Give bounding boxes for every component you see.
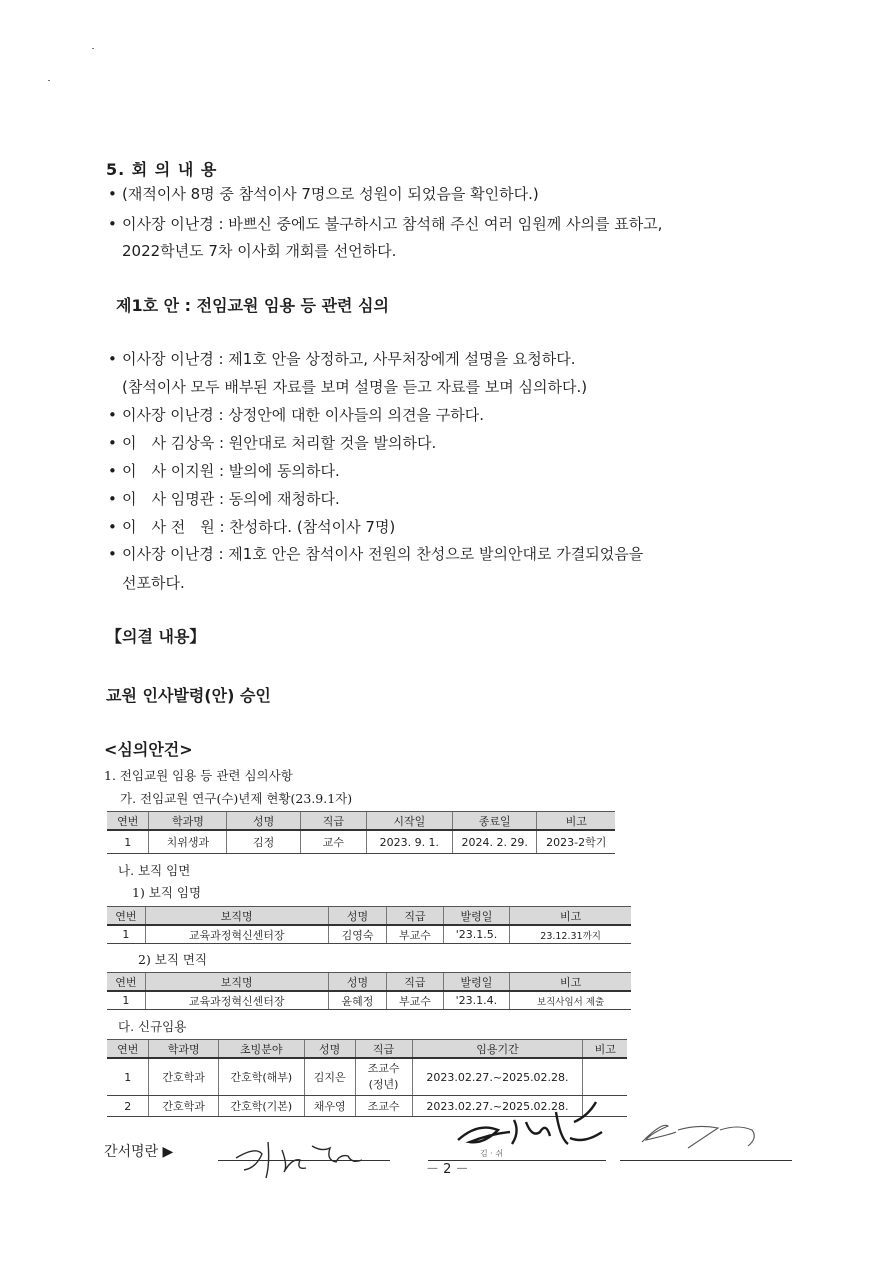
minutes-line: • 이사장 이난경 : 제1호 안은 참석이사 전원의 찬성으로 발의안대로 가결되었음을 <box>108 545 644 563</box>
table-cell: 2023.02.27.~2025.02.28. <box>412 1096 583 1117</box>
review-heading: <심의안건> <box>104 740 193 759</box>
table-cell: 간호학과 <box>149 1058 218 1096</box>
table-cell: 2 <box>107 1096 149 1117</box>
minutes-line: • 이 사 임명관 : 동의에 재청하다. <box>108 490 340 508</box>
header-cell: 보직명 <box>145 907 328 926</box>
table-cell: 23.12.31까지 <box>510 925 631 944</box>
header-cell: 연번 <box>107 1040 149 1059</box>
table-cell: 채우영 <box>304 1096 355 1117</box>
bullet-icon: • <box>108 215 117 233</box>
header-cell: 연번 <box>107 907 145 926</box>
bullet-icon: • <box>108 518 117 536</box>
minutes-line: • 이 사 전 원 : 찬성하다. (참석이사 7명) <box>108 518 396 536</box>
bullet-icon: • <box>108 185 117 203</box>
table-cell: '23.1.4. <box>443 991 509 1010</box>
minutes-line: • 이사장 이난경 : 제1호 안을 상정하고, 사무처장에게 설명을 요청하다. <box>108 350 576 368</box>
header-cell: 성명 <box>328 973 386 992</box>
header-cell: 임용기간 <box>412 1040 583 1059</box>
header-cell: 성명 <box>328 907 386 926</box>
table-cell: 1 <box>107 1058 149 1096</box>
table-cell: 김정 <box>227 830 301 854</box>
table-cell: 2023-2학기 <box>537 830 615 854</box>
subsection-na: 나. 보직 임면 <box>118 863 191 878</box>
table-row <box>107 925 631 944</box>
intro-line: • (재적이사 8명 중 참석이사 7명으로 성원이 되었음을 확인하다.) <box>108 185 539 203</box>
minutes-line: • 이사장 이난경 : 상정안에 대한 이사들의 의견을 구하다. <box>108 406 484 424</box>
minutes-line: • 이 사 이지원 : 발의에 동의하다. <box>108 462 340 480</box>
rank-note: (정년) <box>368 1078 399 1091</box>
scan-speck <box>48 80 50 81</box>
table-header-row <box>107 907 631 926</box>
resolution-text: 교원 인사발령(안) 승인 <box>106 686 271 705</box>
bullet-icon: • <box>108 545 117 563</box>
minutes-line-continued: (참석이사 모두 배부된 자료를 보며 설명을 듣고 자료를 보며 심의하다.) <box>122 378 588 396</box>
bullet-icon: • <box>108 462 117 480</box>
table-cell: 보직사임서 제출 <box>510 991 631 1010</box>
table-cell: 치위생과 <box>149 830 227 854</box>
subsection-na-1: 1) 보직 임명 <box>132 885 202 900</box>
bullet-icon: • <box>108 406 117 424</box>
review-item: 1. 전임교원 임용 등 관련 심의사항 <box>104 768 293 783</box>
agenda-title: 제1호 안 : 전임교원 임용 등 관련 심의 <box>116 296 389 315</box>
table-header-row <box>107 812 615 831</box>
bullet-icon: • <box>108 490 117 508</box>
header-cell: 직급 <box>387 973 443 992</box>
table-header-row <box>107 973 631 992</box>
appointment-table <box>107 906 631 944</box>
header-cell: 보직명 <box>145 973 328 992</box>
header-cell: 비고 <box>537 812 615 831</box>
table-cell: 교육과정혁신센터장 <box>145 925 328 944</box>
sabbatical-table <box>107 811 615 854</box>
minutes-line-continued: 선포하다. <box>122 574 185 592</box>
table-row <box>107 1058 627 1096</box>
header-cell: 발령일 <box>443 907 509 926</box>
table-cell <box>355 1058 412 1096</box>
table-cell: 부교수 <box>387 925 444 944</box>
table-cell: 교육과정혁신센터장 <box>145 991 328 1010</box>
table-cell: 2023. 9. 1. <box>366 830 452 854</box>
table-cell <box>583 1058 627 1096</box>
resolution-heading: 【의결 내용】 <box>106 627 206 646</box>
header-cell: 비고 <box>583 1040 627 1059</box>
minutes-line: • 이 사 김상욱 : 원안대로 처리할 것을 발의하다. <box>108 434 437 452</box>
table-cell: 김영숙 <box>328 925 386 944</box>
subsection-da: 다. 신규임용 <box>118 1019 187 1034</box>
header-cell: 비고 <box>510 973 631 992</box>
table-cell: 간호학과 <box>149 1096 218 1117</box>
signature-label: 간서명란 ▶ <box>104 1144 174 1160</box>
table-cell: 교수 <box>300 830 366 854</box>
page-number: － 2 － <box>426 1162 469 1177</box>
table-cell: 조교수 <box>355 1096 412 1117</box>
signature-1 <box>226 1120 376 1180</box>
header-cell: 시작일 <box>366 812 452 831</box>
table-row <box>107 830 615 854</box>
bullet-icon: • <box>108 434 117 452</box>
header-cell: 직급 <box>300 812 366 831</box>
intro-line-continued: 2022학년도 7차 이사회 개회를 선언하다. <box>122 242 397 260</box>
header-cell: 직급 <box>387 907 444 926</box>
header-cell: 연번 <box>107 812 149 831</box>
header-cell: 학과명 <box>149 812 227 831</box>
table-cell: 1 <box>107 925 145 944</box>
table-cell: 간호학(해부) <box>218 1058 304 1096</box>
header-cell: 성명 <box>227 812 301 831</box>
header-cell: 초빙분야 <box>218 1040 304 1059</box>
table-cell: 부교수 <box>387 991 443 1010</box>
table-cell: 2024. 2. 29. <box>452 830 537 854</box>
table-header-row <box>107 1040 627 1059</box>
dismissal-table <box>107 972 631 1010</box>
signature-3 <box>628 1112 778 1162</box>
table-cell: 1 <box>107 991 145 1010</box>
table-cell: 김지은 <box>304 1058 355 1096</box>
signature-2 <box>450 1092 610 1162</box>
subsection-ga: 가. 전임교원 연구(수)년제 현황(23.9.1자) <box>120 791 353 806</box>
scan-speck <box>92 48 94 49</box>
header-cell: 종료일 <box>452 812 537 831</box>
rank-text: 조교수 <box>367 1062 400 1075</box>
signature-name: 김 · 쉬 <box>480 1149 504 1158</box>
header-cell: 비고 <box>510 907 631 926</box>
section-heading: 5. 회 의 내 용 <box>106 160 218 179</box>
table-cell: '23.1.5. <box>443 925 509 944</box>
header-cell: 직급 <box>355 1040 412 1059</box>
header-cell: 성명 <box>304 1040 355 1059</box>
intro-line: • 이사장 이난경 : 바쁘신 중에도 불구하시고 참석해 주신 여러 임원께 사의를 표하고, <box>108 215 663 233</box>
header-cell: 학과명 <box>149 1040 218 1059</box>
bullet-icon: • <box>108 350 117 368</box>
table-cell: 2023.02.27.~2025.02.28. <box>412 1058 583 1096</box>
table-cell: 윤혜정 <box>328 991 386 1010</box>
table-cell: 1 <box>107 830 149 854</box>
subsection-na-2: 2) 보직 면직 <box>138 952 208 967</box>
header-cell: 발령일 <box>443 973 509 992</box>
table-row <box>107 991 631 1010</box>
table-cell: 간호학(기본) <box>218 1096 304 1117</box>
header-cell: 연번 <box>107 973 145 992</box>
